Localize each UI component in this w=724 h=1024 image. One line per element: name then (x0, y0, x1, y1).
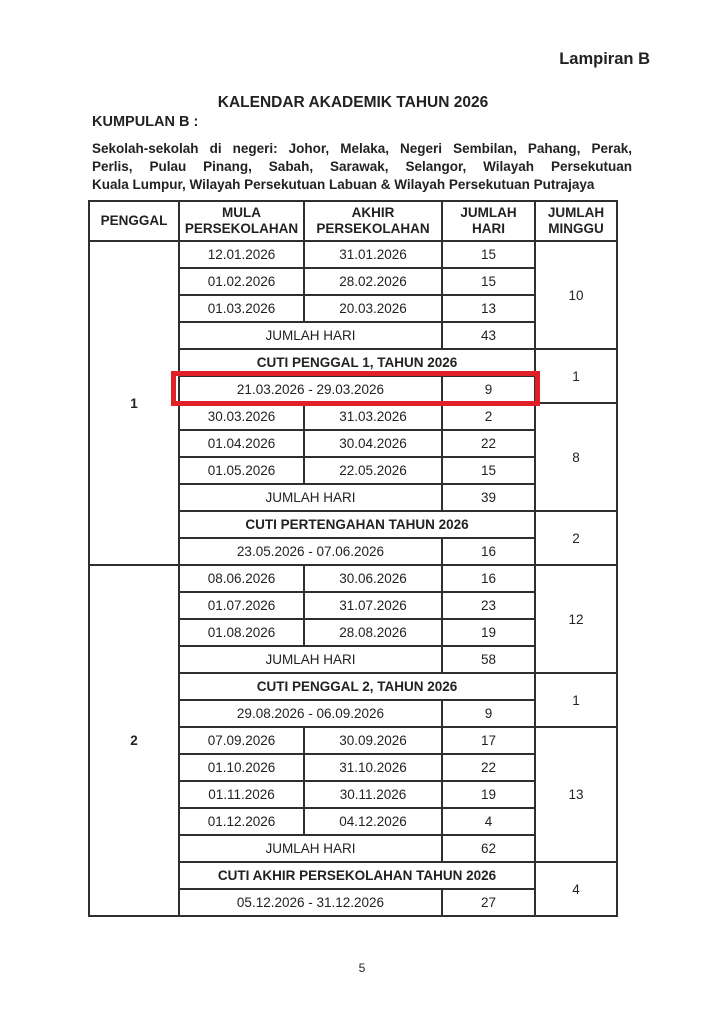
cuti-title-cell: CUTI PENGGAL 1, TAHUN 2026 (179, 349, 535, 376)
weeks-cell: 4 (535, 862, 617, 916)
description-line: Kuala Lumpur, Wilayah Persekutuan Labuan & Wilayah Persekutuan Putrajaya (92, 177, 595, 193)
days-cell: 17 (442, 727, 535, 754)
school-group-description (92, 140, 632, 195)
cuti-range-cell: 29.08.2026 - 06.09.2026 (179, 700, 442, 727)
date-start-cell: 01.10.2026 (179, 754, 304, 781)
days-cell: 22 (442, 754, 535, 781)
kumpulan-label: KUMPULAN B : (92, 114, 199, 130)
days-cell: 19 (442, 781, 535, 808)
jumlah-hari-total-cell: 43 (442, 322, 535, 349)
days-cell: 16 (442, 565, 535, 592)
date-start-cell: 01.05.2026 (179, 457, 304, 484)
page-title: KALENDAR AKADEMIK TAHUN 2026 (217, 94, 489, 111)
date-start-cell: 07.09.2026 (179, 727, 304, 754)
date-end-cell: 30.04.2026 (304, 430, 442, 457)
cuti-range-cell: 05.12.2026 - 31.12.2026 (179, 889, 442, 916)
weeks-cell: 10 (535, 241, 617, 349)
days-cell: 15 (442, 268, 535, 295)
date-start-cell: 30.03.2026 (179, 403, 304, 430)
penggal-cell: 1 (89, 241, 179, 565)
days-cell: 23 (442, 592, 535, 619)
table-header-row (89, 201, 617, 241)
cuti-range-cell: 21.03.2026 - 29.03.2026 (179, 376, 442, 403)
date-end-cell: 28.02.2026 (304, 268, 442, 295)
header-cell-mula: MULA PERSEKOLAHAN (179, 201, 304, 241)
date-start-cell: 08.06.2026 (179, 565, 304, 592)
date-start-cell: 01.11.2026 (179, 781, 304, 808)
description-line: Sekolah-sekolah di negeri: Johor, Melaka, Negeri Sembilan, Pahang, Perak, (92, 141, 632, 156)
date-start-cell: 01.02.2026 (179, 268, 304, 295)
header-cell-penggal: PENGGAL (89, 201, 179, 241)
cuti-days-cell: 27 (442, 889, 535, 916)
date-end-cell: 31.01.2026 (304, 241, 442, 268)
weeks-cell: 1 (535, 349, 617, 403)
cuti-title-cell: CUTI PERTENGAHAN TAHUN 2026 (179, 511, 535, 538)
weeks-cell: 8 (535, 403, 617, 511)
days-cell: 15 (442, 241, 535, 268)
jumlah-hari-total-cell: 58 (442, 646, 535, 673)
table-row (89, 565, 617, 592)
header-cell-jumlah-hari: JUMLAH HARI (442, 201, 535, 241)
days-cell: 15 (442, 457, 535, 484)
cuti-range-cell: 23.05.2026 - 07.06.2026 (179, 538, 442, 565)
table-row (89, 241, 617, 268)
cuti-days-cell: 9 (442, 376, 535, 403)
weeks-cell: 1 (535, 673, 617, 727)
academic-calendar-table (88, 200, 618, 917)
jumlah-hari-total-cell: 62 (442, 835, 535, 862)
date-end-cell: 04.12.2026 (304, 808, 442, 835)
days-cell: 2 (442, 403, 535, 430)
description-line: Perlis, Pulau Pinang, Sabah, Sarawak, Selangor, Wilayah Persekutuan (92, 159, 632, 175)
cuti-title-cell: CUTI PENGGAL 2, TAHUN 2026 (179, 673, 535, 700)
date-end-cell: 31.03.2026 (304, 403, 442, 430)
header-cell-jumlah-minggu: JUMLAH MINGGU (535, 201, 617, 241)
jumlah-hari-label-cell: JUMLAH HARI (179, 835, 442, 862)
date-end-cell: 20.03.2026 (304, 295, 442, 322)
date-start-cell: 01.08.2026 (179, 619, 304, 646)
jumlah-hari-total-cell: 39 (442, 484, 535, 511)
cuti-days-cell: 9 (442, 700, 535, 727)
cuti-days-cell: 16 (442, 538, 535, 565)
date-start-cell: 01.12.2026 (179, 808, 304, 835)
date-end-cell: 28.08.2026 (304, 619, 442, 646)
date-end-cell: 30.11.2026 (304, 781, 442, 808)
days-cell: 22 (442, 430, 535, 457)
cuti-title-cell: CUTI AKHIR PERSEKOLAHAN TAHUN 2026 (179, 862, 535, 889)
date-end-cell: 31.10.2026 (304, 754, 442, 781)
weeks-cell: 2 (535, 511, 617, 565)
weeks-cell: 12 (535, 565, 617, 673)
header-cell-akhir: AKHIR PERSEKOLAHAN (304, 201, 442, 241)
date-start-cell: 12.01.2026 (179, 241, 304, 268)
days-cell: 13 (442, 295, 535, 322)
jumlah-hari-label-cell: JUMLAH HARI (179, 646, 442, 673)
days-cell: 4 (442, 808, 535, 835)
jumlah-hari-label-cell: JUMLAH HARI (179, 322, 442, 349)
date-end-cell: 31.07.2026 (304, 592, 442, 619)
page-number: 5 (358, 961, 366, 975)
date-end-cell: 30.06.2026 (304, 565, 442, 592)
date-start-cell: 01.07.2026 (179, 592, 304, 619)
weeks-cell: 13 (535, 727, 617, 862)
date-end-cell: 30.09.2026 (304, 727, 442, 754)
date-start-cell: 01.04.2026 (179, 430, 304, 457)
lampiran-label: Lampiran B (559, 50, 650, 68)
jumlah-hari-label-cell: JUMLAH HARI (179, 484, 442, 511)
days-cell: 19 (442, 619, 535, 646)
penggal-cell: 2 (89, 565, 179, 916)
date-end-cell: 22.05.2026 (304, 457, 442, 484)
date-start-cell: 01.03.2026 (179, 295, 304, 322)
